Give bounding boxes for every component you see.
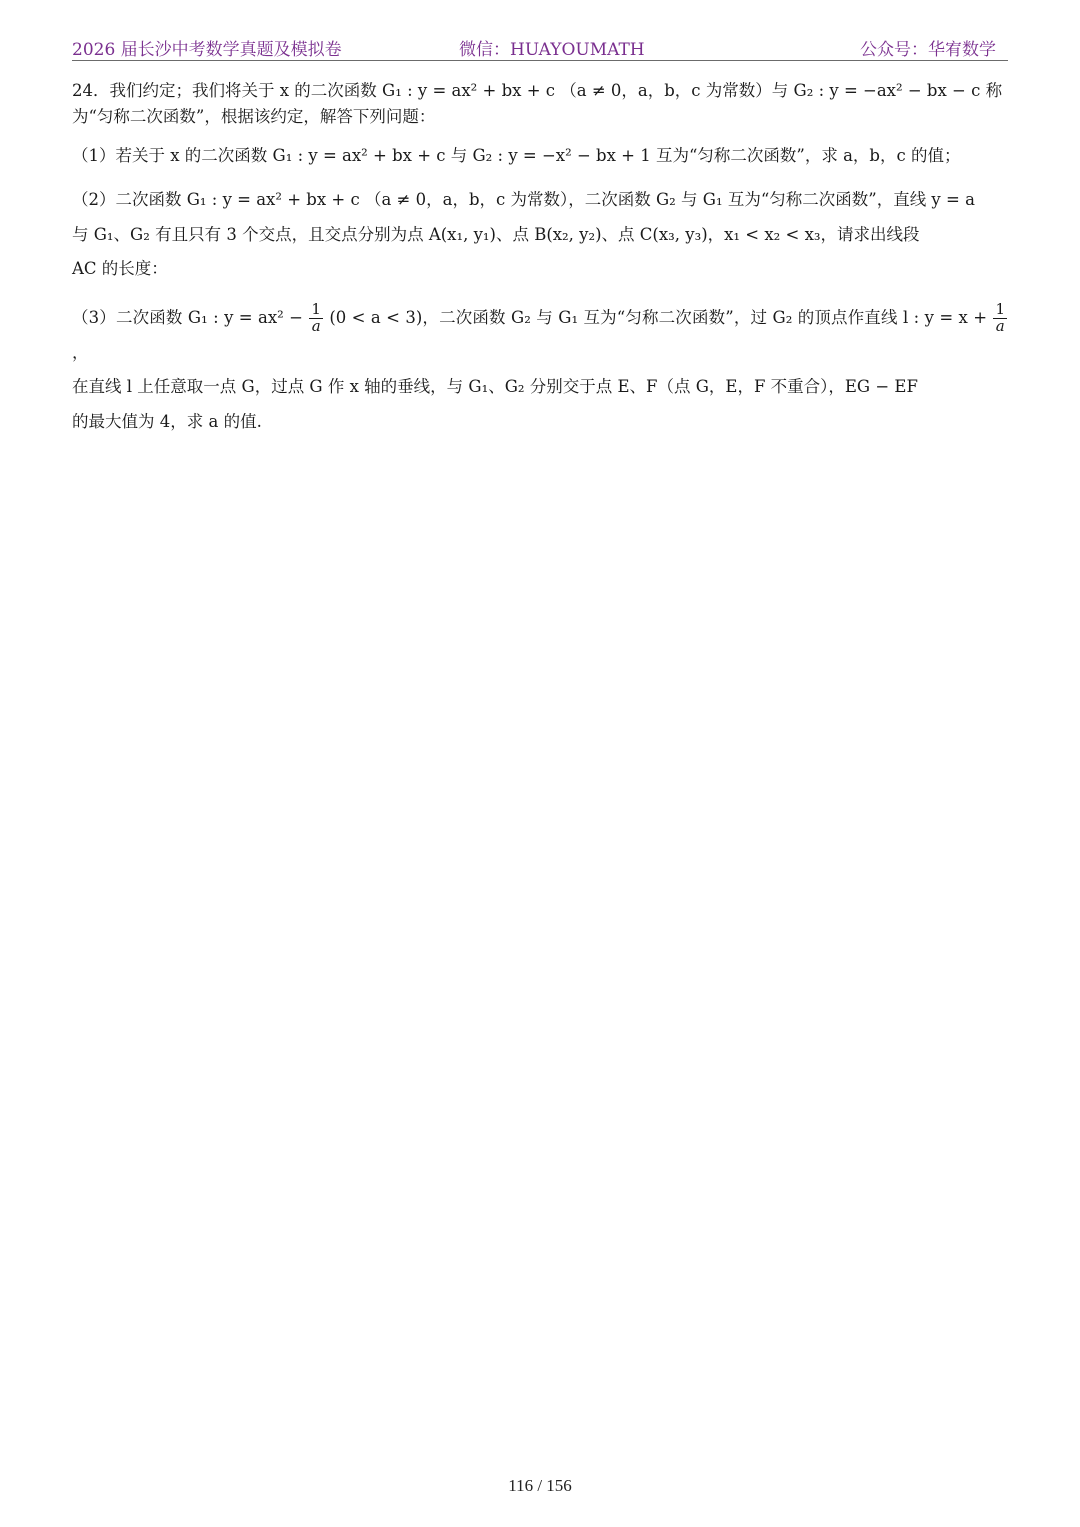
page-header — [72, 32, 1008, 61]
problem-24 — [72, 78, 1008, 454]
problem-part-2 — [72, 183, 1008, 287]
part-3-text-c: ， — [72, 342, 89, 362]
intro-line-1: 24．我们约定；我们将关于 x 的二次函数 G₁ : y = ax² + bx + c （a ≠ 0，a，b，c 为常数）与 G₂ : y = −ax² − bx − c 称 — [72, 81, 1003, 100]
part-2-line-2: 与 G₁、G₂ 有且只有 3 个交点，且交点分别为点 A(x₁, y₁)、点 B(x₂, y₂)、点 C(x₃, y₃)，x₁ < x₂ < x₃，请求出线段 — [72, 224, 920, 244]
intro-line-2: 为“匀称二次函数”，根据该约定，解答下列问题： — [72, 107, 436, 127]
part-2-line-3: AC 的长度： — [72, 259, 168, 279]
problem-part-1 — [72, 143, 1008, 169]
page-number: 116 / 156 — [508, 1476, 572, 1495]
header-official-account: 公众号：华宥数学 — [860, 40, 996, 60]
part-2-line-1: （2）二次函数 G₁ : y = ax² + bx + c （a ≠ 0，a，b，c 为常数），二次函数 G₂ 与 G₁ 互为“匀称二次函数”，直线 y = a — [72, 190, 975, 210]
part-3-text-a: （3）二次函数 G₁ : y = ax² − — [72, 308, 303, 328]
problem-intro — [72, 78, 1008, 131]
fraction-denominator-2: a — [995, 317, 1005, 336]
fraction-numerator: 1 — [311, 300, 321, 319]
part-3-line-3: 的最大值为 4，求 a 的值. — [72, 412, 262, 432]
part-3-text-b: (0 < a < 3)，二次函数 G₂ 与 G₁ 互为“匀称二次函数”，过 G₂ 的顶点作直线 l : y = x + — [329, 308, 988, 328]
header-title: 2026 届长沙中考数学真题及模拟卷 — [72, 40, 342, 60]
part-3-line-2: 在直线 l 上任意取一点 G，过点 G 作 x 轴的垂线，与 G₁、G₂ 分别交于点 E、F（点 G，E，F 不重合），EG − EF — [72, 377, 918, 397]
header-wechat: 微信：HUAYOUMATH — [459, 40, 645, 60]
fraction-one-over-a — [309, 302, 323, 335]
fraction-numerator-2: 1 — [995, 300, 1006, 319]
part-1-text: （1）若关于 x 的二次函数 G₁ : y = ax² + bx + c 与 G₂ : y = −x² − bx + 1 互为“匀称二次函数”，求 a，b，c 的值； — [72, 145, 961, 165]
fraction-denominator: a — [311, 317, 321, 336]
problem-part-3 — [72, 301, 1008, 440]
fraction-one-over-a-2 — [993, 302, 1007, 335]
